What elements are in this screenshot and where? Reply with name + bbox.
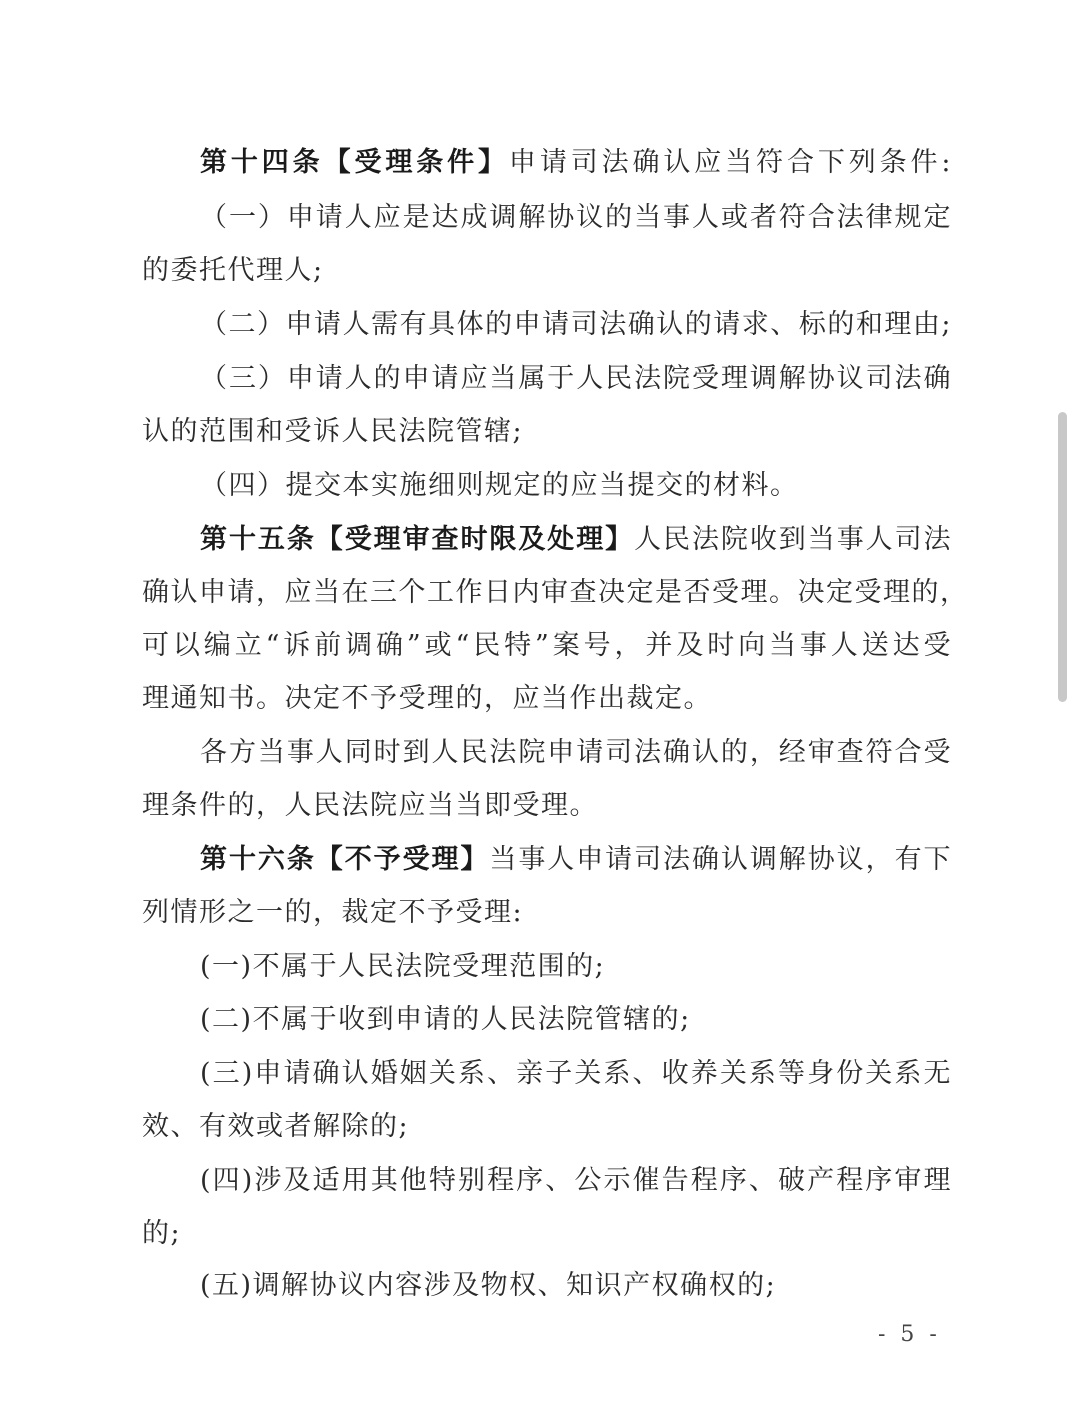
article-14-item-1-cont: 的委托代理人; — [142, 255, 324, 286]
article-14-item-2: （二）申请人需有具体的申请司法确认的请求、标的和理由; — [200, 309, 952, 340]
article-16-heading — [200, 843, 952, 877]
article-15-intro: 人民法院收到当事人司法 — [634, 524, 953, 555]
article-15-heading — [200, 523, 952, 557]
article-16-item-3: (三)申请确认婚姻关系、亲子关系、收养关系等身份关系无 — [200, 1058, 952, 1089]
article-14-item-1: （一）申请人应是达成调解协议的当事人或者符合法律规定 — [200, 202, 952, 233]
article-14-heading — [200, 146, 952, 180]
article-16-item-5: (五)调解协议内容涉及物权、知识产权确权的; — [200, 1270, 777, 1301]
article-14-title: 第十四条【受理条件】 — [200, 147, 509, 178]
article-15-title: 第十五条【受理审查时限及处理】 — [200, 524, 635, 555]
article-14-intro: 申请司法确认应当符合下列条件: — [508, 147, 952, 178]
article-15-line-2: 确认申请，应当在三个工作日内审查决定是否受理。决定受理的， — [142, 577, 969, 608]
article-14-item-3-cont: 认的范围和受诉人民法院管辖; — [142, 416, 524, 447]
article-16-title: 第十六条【不予受理】 — [200, 844, 490, 875]
article-16-item-4-cont: 的; — [142, 1218, 182, 1249]
page-number: - 5 - — [878, 1322, 941, 1347]
article-14-item-4: （四）提交本实施细则规定的应当提交的材料。 — [200, 470, 799, 501]
article-15-para-2: 各方当事人同时到人民法院申请司法确认的，经审查符合受 — [200, 737, 952, 768]
article-14-item-3: （三）申请人的申请应当属于人民法院受理调解协议司法确 — [200, 363, 952, 394]
article-16-item-1: (一)不属于人民法院受理范围的; — [200, 951, 606, 982]
article-16-intro: 当事人申请司法确认调解协议，有下 — [489, 844, 953, 875]
article-16-item-2: (二)不属于收到申请的人民法院管辖的; — [200, 1004, 691, 1035]
article-15-line-3: 可以编立“诉前调确”或“民特”案号，并及时向当事人送达受 — [142, 630, 952, 661]
article-16-item-3-cont: 效、有效或者解除的; — [142, 1111, 410, 1142]
article-15-para-2-cont: 理条件的，人民法院应当当即受理。 — [142, 790, 598, 821]
article-16-intro-cont: 列情形之一的，裁定不予受理: — [142, 897, 524, 928]
article-15-line-4: 理通知书。决定不予受理的，应当作出裁定。 — [142, 683, 712, 714]
scrollbar-thumb[interactable] — [1058, 412, 1067, 702]
article-16-item-4: (四)涉及适用其他特别程序、公示催告程序、破产程序审理 — [200, 1165, 952, 1196]
